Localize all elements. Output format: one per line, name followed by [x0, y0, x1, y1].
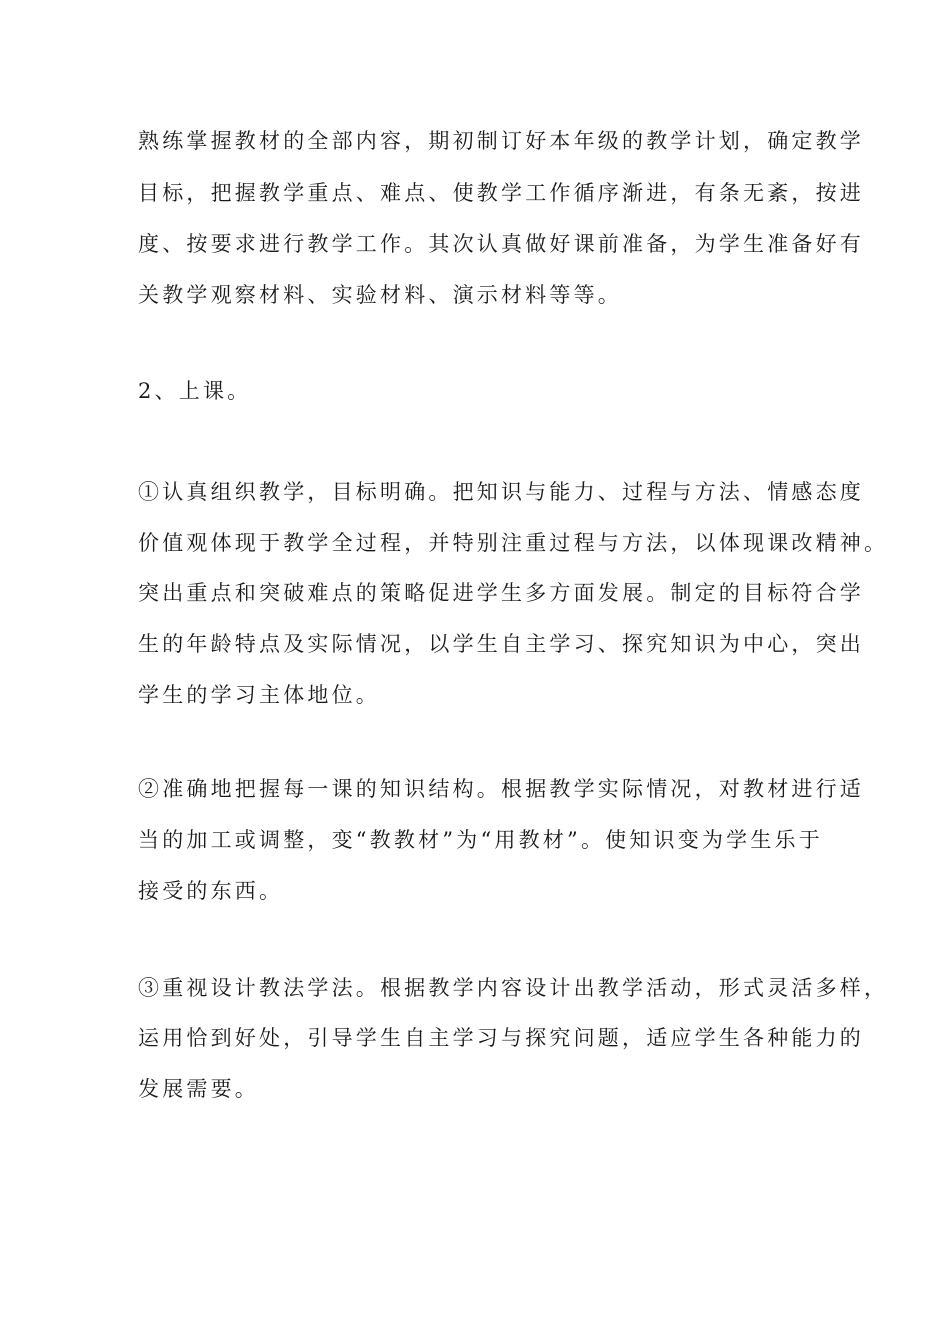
text-line: 熟练掌握教材的全部内容，期初制订好本年级的教学计划，确定教学	[138, 129, 864, 153]
text-line: 生的年龄特点及实际情况，以学生自主学习、探究知识为中心，突出	[138, 632, 864, 656]
heading-text: 2、上课。	[138, 379, 252, 403]
text-line: 突出重点和突破难点的策略促进学生多方面发展。制定的目标符合学	[138, 581, 864, 605]
text-line: ①认真组织教学，目标明确。把知识与能力、过程与方法、情感态度	[138, 480, 864, 504]
text-line: 目标，把握教学重点、难点、使教学工作循序渐进，有条无紊，按进	[138, 181, 864, 205]
text-line: 当的加工或调整，变“教教材”为“用教材”。使知识变为学生乐于	[138, 828, 823, 852]
text-line: 度、按要求进行教学工作。其次认真做好课前准备，为学生准备好有	[138, 232, 864, 256]
text-line: 价值观体现于教学全过程，并特别注重过程与方法，以体现课改精神。	[138, 531, 889, 555]
text-line: 运用恰到好处，引导学生自主学习与探究问题，适应学生各种能力的	[138, 1026, 864, 1050]
text-line: ②准确地把握每一课的知识结构。根据教学实际情况，对教材进行适	[138, 777, 864, 801]
text-line: ③重视设计教法学法。根据教学内容设计出教学活动，形式灵活多样，	[138, 976, 889, 1000]
text-line: 学生的学习主体地位。	[138, 683, 380, 707]
text-line: 接受的东西。	[138, 879, 284, 903]
text-line: 发展需要。	[138, 1077, 259, 1101]
text-line: 关教学观察材料、实验材料、演示材料等等。	[138, 283, 622, 307]
